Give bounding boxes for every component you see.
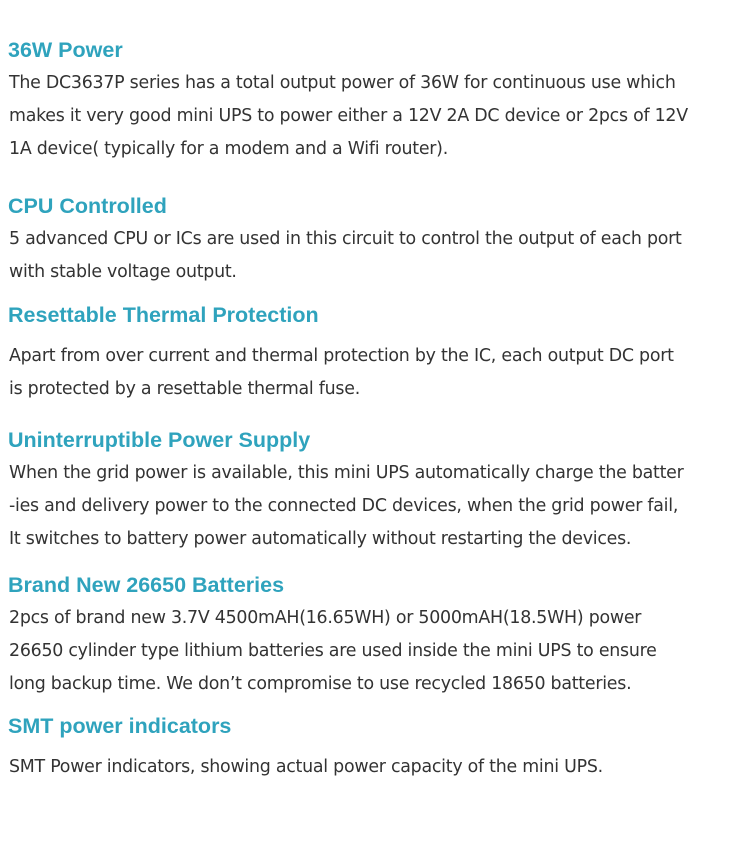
section-heading: 36W Power xyxy=(8,38,123,62)
section-heading: CPU Controlled xyxy=(8,194,167,218)
section-heading: Uninterruptible Power Supply xyxy=(8,428,311,452)
section-body xyxy=(8,457,744,556)
section-uninterruptible-power-supply xyxy=(8,425,744,556)
body-line: Apart from over current and thermal protection by the IC, each output DC port xyxy=(9,346,674,366)
section-body xyxy=(8,340,744,406)
section-body xyxy=(8,67,744,166)
body-line: When the grid power is available, this mini UPS automatically charge the batter xyxy=(9,463,684,483)
section-brand-new-batteries xyxy=(8,570,744,701)
section-36w-power xyxy=(8,35,744,166)
body-line: SMT Power indicators, showing actual power capacity of the mini UPS. xyxy=(9,757,603,777)
section-smt-power-indicators xyxy=(8,711,744,784)
body-line: 2pcs of brand new 3.7V 4500mAH(16.65WH) or 5000mAH(18.5WH) power xyxy=(9,608,642,628)
body-line: The DC3637P series has a total output power of 36W for continuous use which xyxy=(9,73,676,93)
body-line: makes it very good mini UPS to power either a 12V 2A DC device or 2pcs of 12V xyxy=(9,106,688,126)
section-heading: Brand New 26650 Batteries xyxy=(8,573,285,597)
section-cpu-controlled xyxy=(8,191,744,289)
body-line: long backup time. We don’t compromise to use recycled 18650 batteries. xyxy=(9,674,632,694)
section-body xyxy=(8,223,744,289)
section-body xyxy=(8,602,744,701)
body-line: is protected by a resettable thermal fuse. xyxy=(9,379,360,399)
body-line: 5 advanced CPU or ICs are used in this circuit to control the output of each port xyxy=(9,229,682,249)
body-line: 26650 cylinder type lithium batteries are used inside the mini UPS to ensure xyxy=(9,641,657,661)
body-line: It switches to battery power automatically without restarting the devices. xyxy=(9,529,632,549)
section-heading: SMT power indicators xyxy=(8,714,232,738)
section-heading: Resettable Thermal Protection xyxy=(8,303,319,327)
body-line: -ies and delivery power to the connected DC devices, when the grid power fail, xyxy=(9,496,679,516)
body-line: with stable voltage output. xyxy=(9,262,237,282)
body-line: 1A device( typically for a modem and a Wifi router). xyxy=(9,139,448,159)
section-resettable-thermal-protection xyxy=(8,300,744,406)
section-body xyxy=(8,751,744,784)
